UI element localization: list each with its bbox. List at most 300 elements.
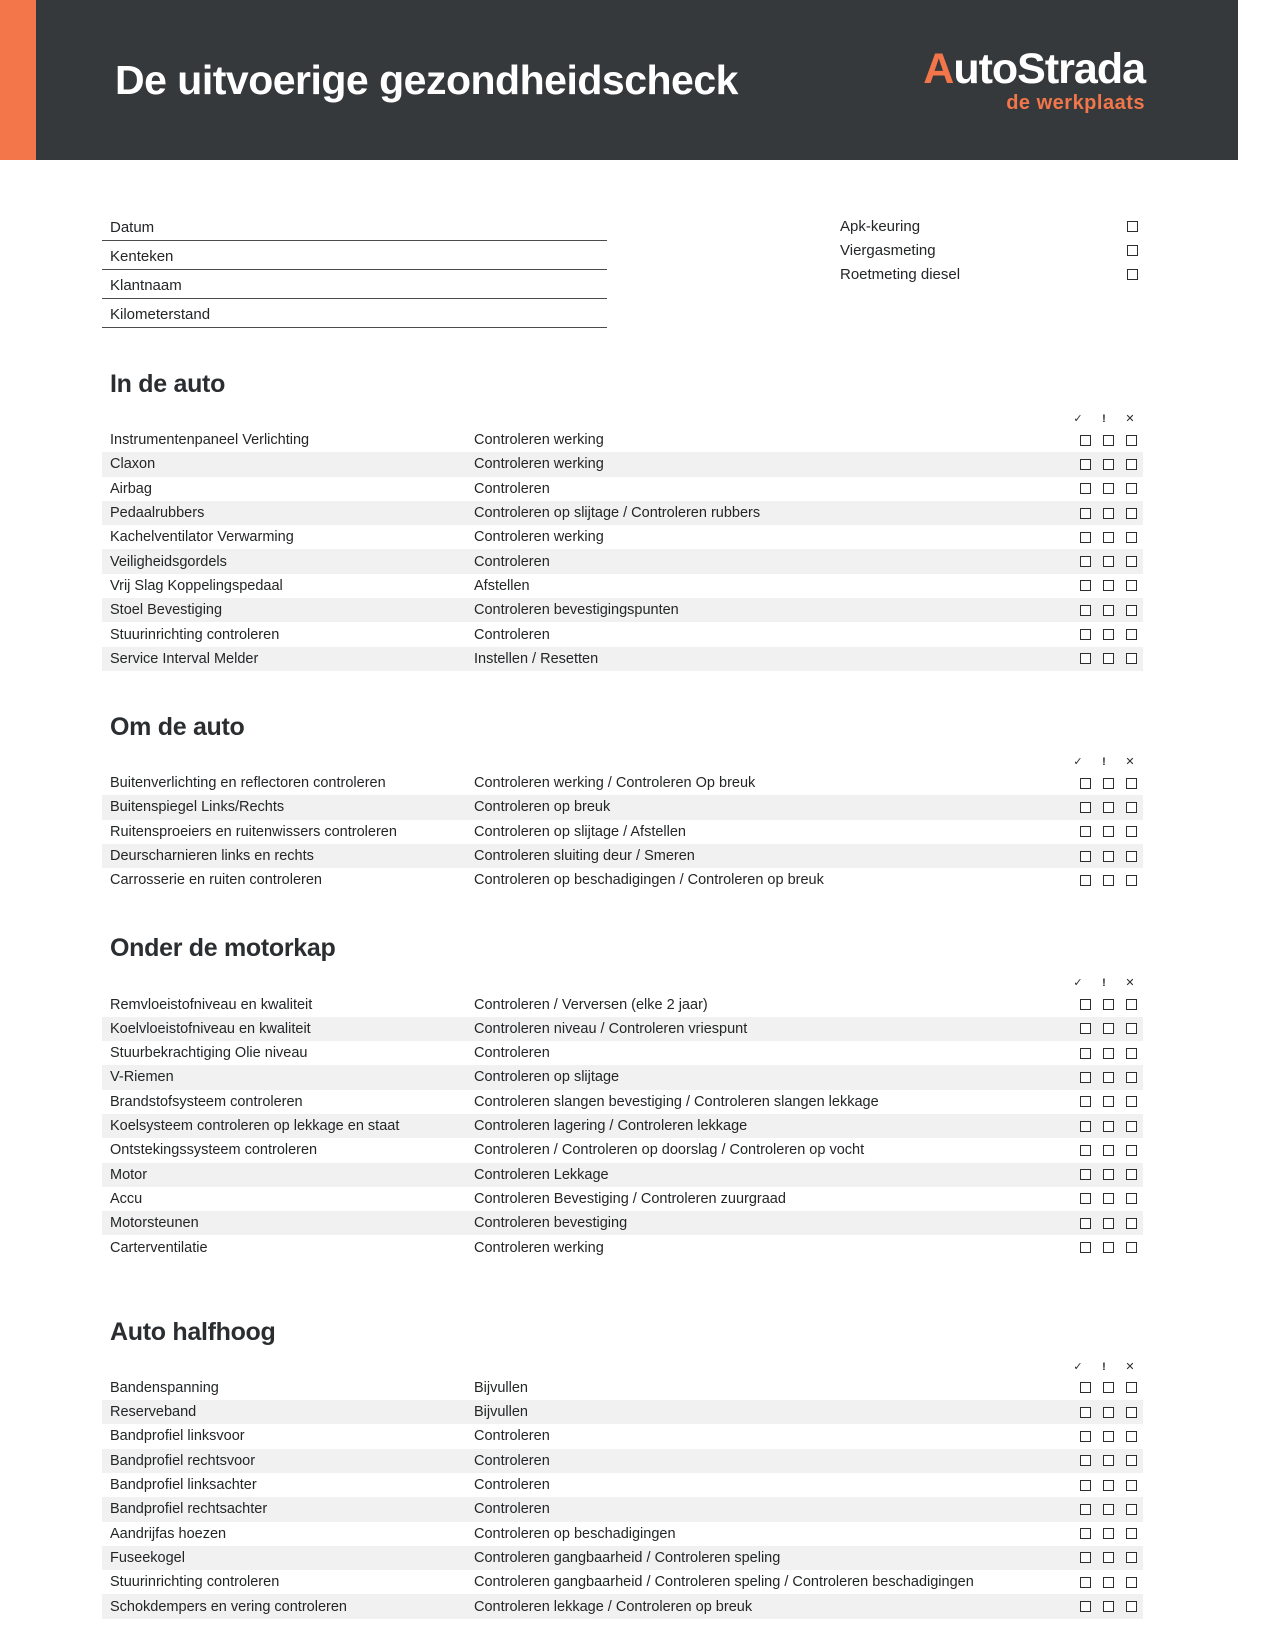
checkbox-attention[interactable]	[1103, 1431, 1114, 1442]
row-checkboxes	[1080, 1193, 1143, 1204]
checkbox-ok[interactable]	[1080, 483, 1091, 494]
checkbox-fail[interactable]	[1126, 999, 1137, 1010]
row-item-label: Accu	[110, 1190, 143, 1207]
checkbox-attention[interactable]	[1103, 435, 1114, 446]
checkbox-fail[interactable]	[1126, 1552, 1137, 1563]
row-checkboxes	[1080, 1072, 1143, 1083]
row-checkboxes	[1080, 1601, 1143, 1612]
checkbox-attention[interactable]	[1103, 1407, 1114, 1418]
checklist-row	[102, 428, 1143, 452]
checkbox-ok[interactable]	[1080, 802, 1091, 813]
checkbox-ok[interactable]	[1080, 1577, 1091, 1588]
checkbox-fail[interactable]	[1126, 1218, 1137, 1229]
row-action-label: Controleren	[474, 1452, 550, 1469]
checklist-row	[102, 1570, 1143, 1594]
checklist-row	[102, 574, 1143, 598]
checkbox-fail[interactable]	[1126, 629, 1137, 640]
row-item-label: Aandrijfas hoezen	[110, 1525, 227, 1542]
row-checkboxes	[1080, 1528, 1143, 1539]
form-content	[102, 212, 1143, 1619]
row-action-label: Controleren werking	[474, 529, 604, 546]
checkbox-fail[interactable]	[1126, 556, 1137, 567]
checklist-row	[102, 1163, 1143, 1187]
row-action-label: Controleren	[474, 1501, 550, 1518]
checklist-row	[102, 549, 1143, 573]
checkbox-attention[interactable]	[1103, 1455, 1114, 1466]
checkbox-fail[interactable]	[1126, 851, 1137, 862]
top-check-checkbox[interactable]	[1127, 221, 1138, 232]
row-action-label: Controleren werking	[474, 456, 604, 473]
row-checkboxes	[1080, 629, 1143, 640]
row-action-label: Controleren op beschadigingen / Controleren op breuk	[474, 872, 824, 889]
row-action-label: Controleren werking	[474, 432, 604, 449]
row-item-label: Koelvloeistofniveau en kwaliteit	[110, 1020, 311, 1037]
checklist-section	[102, 934, 1143, 1259]
row-item-label: Stoel Bevestiging	[110, 602, 223, 619]
row-item-label: Bandprofiel rechtsachter	[110, 1501, 268, 1518]
checklist-row	[102, 1041, 1143, 1065]
checkbox-attention[interactable]	[1103, 605, 1114, 616]
form-field	[102, 241, 607, 270]
checkbox-attention[interactable]	[1103, 1528, 1114, 1539]
row-item-label: V-Riemen	[110, 1069, 174, 1086]
checkbox-attention[interactable]	[1103, 459, 1114, 470]
checkbox-ok[interactable]	[1080, 1455, 1091, 1466]
checklist-row	[102, 1114, 1143, 1138]
checkbox-attention[interactable]	[1103, 875, 1114, 886]
checkbox-fail[interactable]	[1126, 508, 1137, 519]
section-title: In de auto	[110, 370, 226, 398]
checkbox-attention[interactable]	[1103, 1096, 1114, 1107]
checkbox-fail[interactable]	[1126, 875, 1137, 886]
row-checkboxes	[1080, 1552, 1143, 1563]
row-action-label: Controleren lagering / Controleren lekkage	[474, 1118, 748, 1135]
top-check-label: Apk-keuring	[840, 217, 921, 235]
checkbox-ok[interactable]	[1080, 459, 1091, 470]
checklist-row	[102, 525, 1143, 549]
checkbox-fail[interactable]	[1126, 1601, 1137, 1612]
top-check-item	[840, 214, 1138, 238]
check-col-symbol: !	[1102, 977, 1106, 990]
row-checkboxes	[1080, 1242, 1143, 1253]
checkbox-ok[interactable]	[1080, 556, 1091, 567]
section-rows	[102, 428, 1143, 671]
checkbox-attention[interactable]	[1103, 483, 1114, 494]
checkbox-attention[interactable]	[1103, 1121, 1114, 1132]
row-item-label: Bandprofiel rechtsvoor	[110, 1452, 256, 1469]
checkbox-ok[interactable]	[1080, 1048, 1091, 1059]
check-col-symbol: ✕	[1125, 755, 1135, 768]
row-item-label: Claxon	[110, 456, 156, 473]
row-checkboxes	[1080, 1096, 1143, 1107]
check-col-symbol: ✓	[1073, 413, 1083, 425]
checkbox-ok[interactable]	[1080, 532, 1091, 543]
top-check-item	[840, 262, 1138, 286]
checkbox-ok[interactable]	[1080, 1169, 1091, 1180]
row-checkboxes	[1080, 851, 1143, 862]
check-col-symbol: !	[1102, 755, 1106, 768]
row-checkboxes	[1080, 999, 1143, 1010]
checkbox-ok[interactable]	[1080, 435, 1091, 446]
checkbox-ok[interactable]	[1080, 1407, 1091, 1418]
checklist-section	[102, 1318, 1143, 1619]
form-field	[102, 212, 607, 241]
checkbox-ok[interactable]	[1080, 1382, 1091, 1393]
checkbox-fail[interactable]	[1126, 1193, 1137, 1204]
logo-brand-rest: utoStrada	[953, 44, 1145, 93]
row-item-label: Instrumentenpaneel Verlichting	[110, 432, 310, 449]
row-item-label: Carterventilatie	[110, 1239, 208, 1256]
checkbox-fail[interactable]	[1126, 605, 1137, 616]
section-rows	[102, 1376, 1143, 1619]
row-checkboxes	[1080, 459, 1143, 470]
checkbox-fail[interactable]	[1126, 1096, 1137, 1107]
checklist-row	[102, 598, 1143, 622]
checkbox-attention[interactable]	[1103, 1023, 1114, 1034]
row-action-label: Controleren werking	[474, 1239, 604, 1256]
check-col-symbol: ✕	[1125, 413, 1135, 425]
checkbox-ok[interactable]	[1080, 580, 1091, 591]
checkbox-fail[interactable]	[1126, 1072, 1137, 1083]
checklist-row	[102, 1235, 1143, 1259]
row-checkboxes	[1080, 1407, 1143, 1418]
checkbox-ok[interactable]	[1080, 1096, 1091, 1107]
checkbox-ok[interactable]	[1080, 1242, 1091, 1253]
checklist-row	[102, 1424, 1143, 1448]
checklist-row	[102, 1187, 1143, 1211]
row-action-label: Controleren op breuk	[474, 799, 611, 816]
checklist-row	[102, 1473, 1143, 1497]
row-action-label: Controleren	[474, 626, 550, 643]
row-checkboxes	[1080, 778, 1143, 789]
row-item-label: Koelsysteem controleren op lekkage en staat	[110, 1118, 400, 1135]
checkbox-attention[interactable]	[1103, 1480, 1114, 1491]
checkbox-attention[interactable]	[1103, 826, 1114, 837]
checklist-row	[102, 1211, 1143, 1235]
checkbox-attention[interactable]	[1103, 1193, 1114, 1204]
row-action-label: Controleren gangbaarheid / Controleren speling	[474, 1549, 781, 1566]
checkbox-fail[interactable]	[1126, 1169, 1137, 1180]
checkbox-fail[interactable]	[1126, 435, 1137, 446]
checklist-row	[102, 501, 1143, 525]
row-checkboxes	[1080, 1382, 1143, 1393]
section-rows	[102, 771, 1143, 892]
row-item-label: Motor	[110, 1166, 148, 1183]
checkbox-ok[interactable]	[1080, 999, 1091, 1010]
row-item-label: Ontstekingssysteem controleren	[110, 1142, 318, 1159]
row-item-label: Pedaalrubbers	[110, 505, 205, 522]
checkbox-fail[interactable]	[1126, 1023, 1137, 1034]
check-col-symbol: ✓	[1073, 1360, 1083, 1373]
checkbox-fail[interactable]	[1126, 1121, 1137, 1132]
check-col-symbol: ✕	[1125, 977, 1135, 990]
row-item-label: Buitenverlichting en reflectoren controleren	[110, 775, 386, 792]
row-action-label: Controleren / Controleren op doorslag / Controleren op vocht	[474, 1142, 865, 1159]
row-item-label: Bandprofiel linksachter	[110, 1477, 257, 1494]
logo-brand-initial: A	[923, 44, 954, 93]
row-item-label: Ruitensproeiers en ruitenwissers controleren	[110, 823, 397, 840]
checkbox-attention[interactable]	[1103, 1218, 1114, 1229]
row-checkboxes	[1080, 605, 1143, 616]
checkbox-fail[interactable]	[1126, 1242, 1137, 1253]
checkbox-ok[interactable]	[1080, 1528, 1091, 1539]
checkbox-fail[interactable]	[1126, 1431, 1137, 1442]
checkbox-attention[interactable]	[1103, 508, 1114, 519]
checklist-row	[102, 1065, 1143, 1089]
row-checkboxes	[1080, 556, 1143, 567]
checkbox-attention[interactable]	[1103, 1242, 1114, 1253]
top-checks	[840, 214, 1138, 286]
row-action-label: Controleren bevestiging	[474, 1215, 628, 1232]
row-checkboxes	[1080, 1504, 1143, 1515]
checkbox-ok[interactable]	[1080, 1145, 1091, 1156]
row-item-label: Bandenspanning	[110, 1379, 219, 1396]
top-check-label: Roetmeting diesel	[840, 265, 961, 283]
checkbox-ok[interactable]	[1080, 851, 1091, 862]
sections	[102, 370, 1143, 1619]
checkbox-attention[interactable]	[1103, 1577, 1114, 1588]
check-col-header	[102, 752, 1143, 768]
checkbox-attention[interactable]	[1103, 629, 1114, 640]
checklist-row	[102, 771, 1143, 795]
row-checkboxes	[1080, 483, 1143, 494]
checklist-row	[102, 795, 1143, 819]
checklist-section	[102, 370, 1143, 671]
row-action-label: Controleren op beschadigingen	[474, 1525, 676, 1542]
row-checkboxes	[1080, 580, 1143, 591]
checkbox-fail[interactable]	[1126, 1145, 1137, 1156]
checkbox-attention[interactable]	[1103, 1169, 1114, 1180]
row-item-label: Remvloeistofniveau en kwaliteit	[110, 996, 313, 1013]
checkbox-fail[interactable]	[1126, 778, 1137, 789]
checklist-row	[102, 1449, 1143, 1473]
row-item-label: Stuurbekrachtiging Olie niveau	[110, 1045, 308, 1062]
checkbox-attention[interactable]	[1103, 556, 1114, 567]
row-item-label: Brandstofsysteem controleren	[110, 1093, 303, 1110]
section-title: Onder de motorkap	[110, 934, 336, 963]
checkbox-ok[interactable]	[1080, 778, 1091, 789]
row-item-label: Kachelventilator Verwarming	[110, 529, 294, 546]
checkbox-fail[interactable]	[1126, 1577, 1137, 1588]
row-action-label: Controleren niveau / Controleren vriespunt	[474, 1020, 748, 1037]
row-action-label: Controleren Lekkage	[474, 1166, 609, 1183]
checklist-row	[102, 1400, 1143, 1424]
checkbox-attention[interactable]	[1103, 1048, 1114, 1059]
checkbox-attention[interactable]	[1103, 532, 1114, 543]
row-item-label: Stuurinrichting controleren	[110, 1574, 280, 1591]
top-check-item	[840, 238, 1138, 262]
form-field	[102, 299, 607, 328]
checklist-row	[102, 1017, 1143, 1041]
checkbox-ok[interactable]	[1080, 1023, 1091, 1034]
logo-subtitle: de werkplaats	[1006, 91, 1145, 114]
top-check-label: Viergasmeting	[840, 241, 936, 259]
checkbox-fail[interactable]	[1126, 1528, 1137, 1539]
form-field-label: Kilometerstand	[110, 306, 211, 323]
row-item-label: Veiligheidsgordels	[110, 553, 227, 570]
form-field	[102, 270, 607, 299]
row-item-label: Stuurinrichting controleren	[110, 626, 280, 643]
checkbox-attention[interactable]	[1103, 1145, 1114, 1156]
checkbox-ok[interactable]	[1080, 1480, 1091, 1491]
row-item-label: Schokdempers en vering controleren	[110, 1598, 347, 1615]
checkbox-fail[interactable]	[1126, 532, 1137, 543]
row-action-label: Controleren op slijtage / Controleren rubbers	[474, 505, 761, 522]
row-item-label: Fuseekogel	[110, 1549, 185, 1566]
checkbox-fail[interactable]	[1126, 483, 1137, 494]
form-field-label: Klantnaam	[110, 277, 182, 294]
logo-brand	[923, 44, 1145, 93]
checkbox-attention[interactable]	[1103, 1552, 1114, 1563]
row-checkboxes	[1080, 653, 1143, 664]
checklist-row	[102, 452, 1143, 476]
checkbox-ok[interactable]	[1080, 1218, 1091, 1229]
checkbox-ok[interactable]	[1080, 1072, 1091, 1083]
checkbox-attention[interactable]	[1103, 1601, 1114, 1612]
checkbox-fail[interactable]	[1126, 1455, 1137, 1466]
autostrada-logo	[923, 44, 1145, 114]
row-action-label: Controleren	[474, 1477, 550, 1494]
checkbox-ok[interactable]	[1080, 605, 1091, 616]
checklist-row	[102, 622, 1143, 646]
checkbox-fail[interactable]	[1126, 1382, 1137, 1393]
checkbox-ok[interactable]	[1080, 1552, 1091, 1563]
row-action-label: Bijvullen	[474, 1404, 528, 1421]
checkbox-fail[interactable]	[1126, 580, 1137, 591]
checklist-section	[102, 713, 1143, 892]
checklist-row	[102, 647, 1143, 671]
row-action-label: Controleren sluiting deur / Smeren	[474, 848, 695, 864]
checkbox-fail[interactable]	[1126, 459, 1137, 470]
checklist-row	[102, 992, 1143, 1016]
top-check-checkbox[interactable]	[1127, 245, 1138, 256]
checkbox-fail[interactable]	[1126, 653, 1137, 664]
row-item-label: Motorsteunen	[110, 1215, 199, 1232]
checkbox-ok[interactable]	[1080, 1601, 1091, 1612]
checklist-row	[102, 820, 1143, 844]
row-checkboxes	[1080, 875, 1143, 886]
accent-stripe	[0, 0, 36, 160]
checklist-row	[102, 1090, 1143, 1114]
checkbox-fail[interactable]	[1126, 1407, 1137, 1418]
row-checkboxes	[1080, 1577, 1143, 1588]
checkbox-ok[interactable]	[1080, 629, 1091, 640]
checkbox-ok[interactable]	[1080, 508, 1091, 519]
row-action-label: Instellen / Resetten	[474, 650, 599, 667]
top-check-checkbox[interactable]	[1127, 269, 1138, 280]
row-checkboxes	[1080, 1169, 1143, 1180]
checkbox-attention[interactable]	[1103, 778, 1114, 789]
checkbox-fail[interactable]	[1126, 826, 1137, 837]
row-item-label: Buitenspiegel Links/Rechts	[110, 799, 285, 816]
checkbox-attention[interactable]	[1103, 653, 1114, 664]
row-action-label: Controleren werking / Controleren Op breuk	[474, 775, 756, 792]
row-checkboxes	[1080, 1431, 1143, 1442]
checkbox-ok[interactable]	[1080, 1431, 1091, 1442]
row-item-label: Airbag	[110, 480, 152, 497]
check-col-symbol: ✓	[1073, 755, 1083, 768]
row-checkboxes	[1080, 1455, 1143, 1466]
row-checkboxes	[1080, 1480, 1143, 1491]
checkbox-fail[interactable]	[1126, 1480, 1137, 1491]
row-item-label: Vrij Slag Koppelingspedaal	[110, 577, 283, 594]
checkbox-fail[interactable]	[1126, 1048, 1137, 1059]
row-item-label: Service Interval Melder	[110, 650, 259, 667]
row-checkboxes	[1080, 1121, 1143, 1132]
row-action-label: Afstellen	[474, 577, 530, 594]
row-action-label: Controleren op slijtage / Afstellen	[474, 823, 686, 840]
check-col-header	[102, 409, 1143, 425]
row-item-label: Bandprofiel linksvoor	[110, 1428, 245, 1445]
checkbox-ok[interactable]	[1080, 1121, 1091, 1132]
row-action-label: Controleren gangbaarheid / Controleren speling / Controleren beschadigingen	[474, 1574, 974, 1591]
section-title: Auto halfhoog	[110, 1317, 276, 1346]
checklist-row	[102, 844, 1143, 868]
checkbox-attention[interactable]	[1103, 851, 1114, 862]
checkbox-attention[interactable]	[1103, 1504, 1114, 1515]
form-fields	[102, 212, 607, 328]
form-field-label: Kenteken	[110, 248, 174, 265]
row-action-label: Controleren lekkage / Controleren op breuk	[474, 1598, 753, 1615]
row-checkboxes	[1080, 435, 1143, 446]
checkbox-fail[interactable]	[1126, 1504, 1137, 1515]
header-right-margin	[1238, 0, 1280, 160]
row-action-label: Controleren op slijtage	[474, 1069, 620, 1086]
row-checkboxes	[1080, 532, 1143, 543]
checkbox-ok[interactable]	[1080, 875, 1091, 886]
row-action-label: Controleren	[474, 1045, 550, 1062]
page-title: De uitvoerige gezondheidscheck	[115, 56, 738, 103]
row-checkboxes	[1080, 1145, 1143, 1156]
checkbox-fail[interactable]	[1126, 802, 1137, 813]
section-rows	[102, 992, 1143, 1259]
checklist-row	[102, 1594, 1143, 1618]
checklist-row	[102, 1138, 1143, 1162]
row-action-label: Bijvullen	[474, 1379, 528, 1396]
check-col-symbol: ✓	[1073, 977, 1083, 990]
checklist-row	[102, 1522, 1143, 1546]
row-checkboxes	[1080, 826, 1143, 837]
row-checkboxes	[1080, 1048, 1143, 1059]
check-col-symbol: !	[1102, 413, 1106, 425]
checkbox-attention[interactable]	[1103, 999, 1114, 1010]
check-col-header	[102, 1357, 1143, 1373]
row-action-label: Controleren Bevestiging / Controleren zuurgraad	[474, 1190, 786, 1207]
row-checkboxes	[1080, 1023, 1143, 1034]
row-action-label: Controleren / Verversen (elke 2 jaar)	[474, 996, 708, 1013]
row-item-label: Carrosserie en ruiten controleren	[110, 872, 322, 889]
row-action-label: Controleren slangen bevestiging / Controleren slangen lekkage	[474, 1093, 879, 1110]
top-area	[102, 212, 1143, 328]
checkbox-ok[interactable]	[1080, 826, 1091, 837]
row-action-label: Controleren	[474, 480, 550, 497]
checkbox-attention[interactable]	[1103, 802, 1114, 813]
checkbox-attention[interactable]	[1103, 1382, 1114, 1393]
row-action-label: Controleren	[474, 553, 550, 570]
row-action-label: Controleren bevestigingspunten	[474, 602, 679, 619]
checkbox-attention[interactable]	[1103, 580, 1114, 591]
header-banner	[36, 0, 1238, 160]
row-item-label: Deurscharnieren links en rechts	[110, 848, 314, 864]
check-col-symbol: ✕	[1125, 1360, 1135, 1373]
checkbox-ok[interactable]	[1080, 653, 1091, 664]
checkbox-ok[interactable]	[1080, 1193, 1091, 1204]
row-action-label: Controleren	[474, 1428, 550, 1445]
checklist-row	[102, 868, 1143, 892]
checkbox-attention[interactable]	[1103, 1072, 1114, 1083]
checklist-row	[102, 477, 1143, 501]
checkbox-ok[interactable]	[1080, 1504, 1091, 1515]
